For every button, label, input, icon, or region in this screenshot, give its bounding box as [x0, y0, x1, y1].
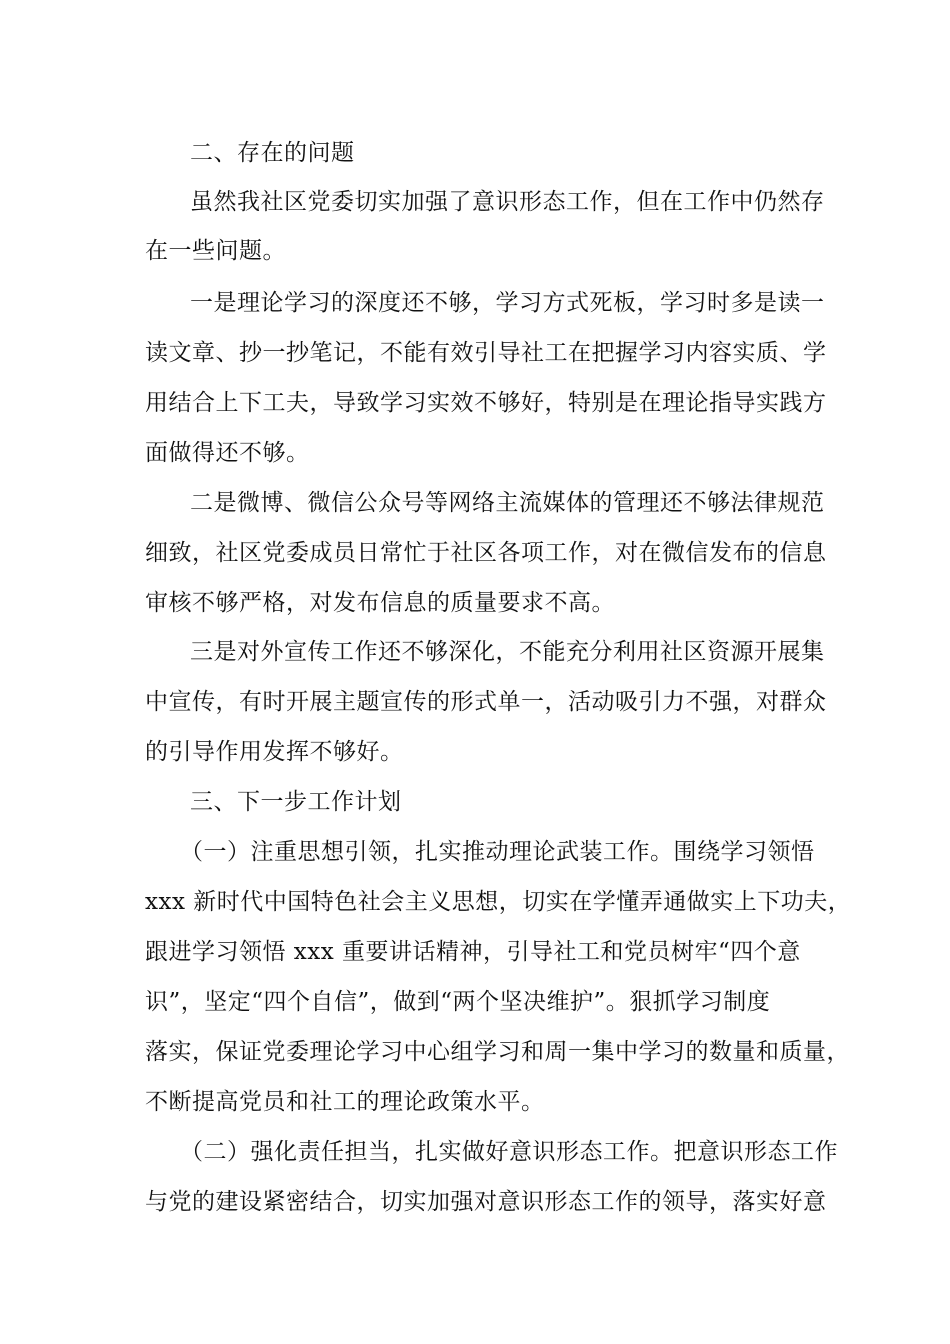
paragraph-text: 不断提高党员和社工的理论政策水平。	[145, 1089, 545, 1115]
paragraph-line	[0, 937, 950, 967]
paragraph-text: 跟进学习领悟 xxx 重要讲话精神，引导社工和党员树牢“四个意	[145, 939, 801, 965]
paragraph-line	[0, 987, 950, 1017]
paragraph-text: 在一些问题。	[145, 238, 286, 264]
paragraph-text: xxx 新时代中国特色社会主义思想，切实在学懂弄通做实上下功夫，	[145, 889, 852, 915]
section-heading-problems	[0, 138, 950, 168]
paragraph-text: 二是微博、微信公众号等网络主流媒体的管理还不够法律规范	[190, 490, 825, 516]
paragraph-line	[0, 236, 950, 266]
section-heading-next-steps	[0, 787, 950, 817]
heading-text: 三、下一步工作计划	[190, 789, 402, 815]
paragraph-text: 中宣传，有时开展主题宣传的形式单一，活动吸引力不强，对群众	[145, 689, 827, 715]
paragraph-text: 读文章、抄一抄笔记，不能有效引导社工在把握学习内容实质、学	[145, 340, 827, 366]
paragraph-text: 三是对外宣传工作还不够深化，不能充分利用社区资源开展集	[190, 639, 825, 665]
paragraph-text: 审核不够严格，对发布信息的质量要求不高。	[145, 590, 615, 616]
paragraph-line	[0, 588, 950, 618]
paragraph-line	[0, 887, 950, 917]
paragraph-text: 与党的建设紧密结合，切实加强对意识形态工作的领导，落实好意	[145, 1189, 827, 1215]
heading-text: 二、存在的问题	[190, 140, 355, 166]
paragraph-text: 细致，社区党委成员日常忙于社区各项工作，对在微信发布的信息	[145, 540, 827, 566]
paragraph-line	[0, 737, 950, 767]
paragraph-line	[0, 1187, 950, 1217]
paragraph-text: 用结合上下工夫，导致学习实效不够好，特别是在理论指导实践方	[145, 390, 827, 416]
paragraph-text: 一是理论学习的深度还不够，学习方式死板，学习时多是读一	[190, 290, 825, 316]
paragraph-line	[0, 538, 950, 568]
paragraph-text: （二）强化责任担当，扎实做好意识形态工作。把意识形态工作	[180, 1139, 838, 1165]
paragraph-text: 识”，坚定“四个自信”，做到“两个坚决维护”。狠抓学习制度	[145, 989, 771, 1015]
paragraph-text: 的引导作用发挥不够好。	[145, 739, 404, 765]
paragraph-line	[0, 687, 950, 717]
paragraph-line	[0, 488, 950, 518]
paragraph-text: （一）注重思想引领，扎实推动理论武装工作。围绕学习领悟	[180, 839, 815, 865]
paragraph-text: 落实，保证党委理论学习中心组学习和周一集中学习的数量和质量，	[145, 1039, 850, 1065]
paragraph-line	[0, 187, 950, 217]
paragraph-line	[0, 338, 950, 368]
paragraph-text: 虽然我社区党委切实加强了意识形态工作，但在工作中仍然存	[190, 189, 825, 215]
paragraph-line	[0, 1037, 950, 1067]
paragraph-line	[0, 837, 950, 867]
paragraph-line	[0, 438, 950, 468]
paragraph-line	[0, 1087, 950, 1117]
paragraph-text: 面做得还不够。	[145, 440, 310, 466]
paragraph-line	[0, 388, 950, 418]
paragraph-line	[0, 1137, 950, 1167]
paragraph-line	[0, 637, 950, 667]
paragraph-line	[0, 288, 950, 318]
